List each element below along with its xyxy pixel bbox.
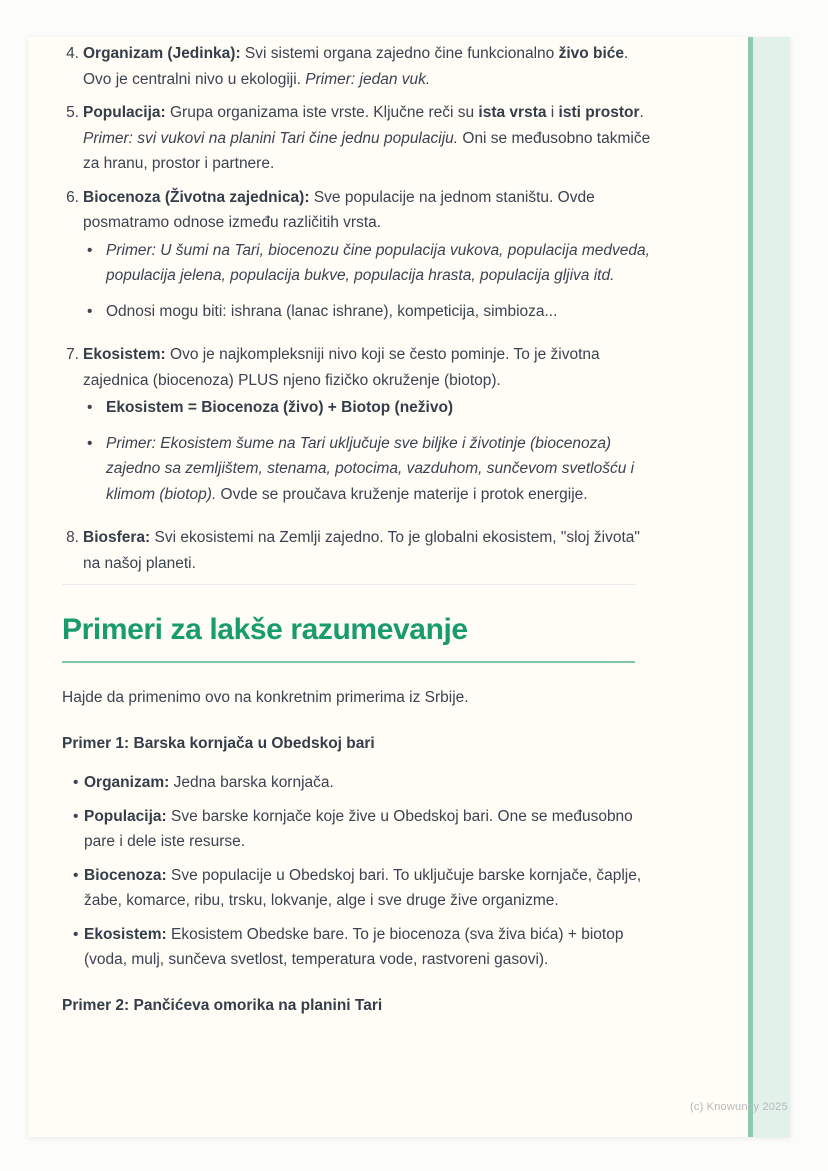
text-run: Ekosistem = Biocenoza (živo) + Biotop (neživo) [106,399,454,416]
text-run: Primer: Ekosistem šume na Tari uključuje sve biljke i životinje (biocenoza) zajedno sa zemljištem, stenama, potocima, vazduhom, sunčevom svetlošću i klimom (biotop). [106,434,635,503]
text-run: Biocenoza (Životna zajednica): [83,188,310,206]
text-run: Organizam (Jedinka): [83,45,241,62]
text-run: Sve populacije na jednom staništu. Ovde posmatramo odnose između različitih vrsta. [83,188,595,231]
bullet-icon: • [73,807,79,825]
sub-bullet-text [106,395,453,421]
example-item-text [84,863,654,914]
bullet-icon: • [87,302,93,320]
text-run: Grupa organizama iste vrste. Ključne reči su [165,104,479,121]
example-list-item [62,770,654,796]
text-run: Ovo je najkompleksniji nivo koji se često pominje. To je životna zajednica (biocenoza) PLUS njeno fizičko okruženje (biotop). [83,346,600,389]
list-number: 4. [66,45,79,62]
bullet-icon: • [87,434,93,452]
example1-heading: Primer 1: Barska kornjača u Obedskoj bari [62,734,375,752]
intro-paragraph: Hajde da primenimo ovo na konkretnim primerima iz Srbije. [62,689,469,706]
level-list-item [62,342,654,517]
text-run: Odnosi mogu biti: ishrana (lanac ishrane), kompeticija, simbioza... [106,302,558,320]
example-list-item [62,804,654,855]
text-run: Ovde se proučava kruženje materije i protok energije. [216,485,588,503]
text-run: . Ovo je centralni nivo u ekologiji. [83,45,629,88]
text-run: isti prostor [558,104,640,121]
bullet-icon: • [73,925,79,943]
level-list-item [62,100,654,177]
text-run: Svi sistemi organa zajedno čine funkcionalno [240,45,559,62]
sub-bullet-item [87,431,654,508]
bullet-icon: • [73,866,79,884]
text-run: ista vrsta [478,104,547,121]
text-run: Populacija: [83,104,166,121]
text-run: Populacija: [84,807,167,825]
text-run: Primer: jedan vuk. [305,70,431,88]
example-list-item [62,863,654,914]
text-run: Sve barske kornjače koje žive u Obedskoj bari. One se međusobno pare i dele iste resurse. [84,807,633,850]
levels-list [62,41,654,576]
sub-bullet-item [87,238,654,289]
level-item-body [83,41,654,92]
example-item-text [84,770,334,796]
sub-bullet-text [106,431,654,508]
level-list-item [62,185,654,335]
level-item-body [83,525,654,576]
page-right-accent-bar [748,37,790,1137]
sub-bullet-text [106,299,557,325]
text-run: živo biće [558,45,625,62]
page-content [62,41,654,1018]
text-run: Primer: U šumi na Tari, biocenozu čine populacija vukova, populacija medveda, populacija jelena, populacija bukve, populacija hrasta, populacija gljiva itd. [106,241,650,284]
section-divider [62,584,635,585]
sub-bullet-text [106,238,654,289]
text-run: Ekosistem Obedske bare. To je biocenoza (sva živa bića) + biotop (voda, mulj, sunčeva svetlost, temperatura vode, rastvoreni gasovi). [84,925,624,968]
bullet-icon: • [87,241,93,259]
bullet-icon: • [73,774,79,791]
text-run: Sve populacije u Obedskoj bari. To uključuje barske kornjače, čaplje, žabe, komarce, ribu, trsku, lokvanje, alge i sve druge žive organizme. [84,866,642,909]
sub-bullet-item [87,299,654,325]
text-run: . [639,104,644,121]
level-item-body [83,342,654,517]
list-number: 8. [66,529,79,546]
text-run: Primer: svi vukovi na planini Tari čine jednu populaciju. [83,129,459,147]
section-heading: Primeri za lakše razumevanje [62,611,635,663]
level-item-text [83,41,654,92]
level-list-item [62,41,654,92]
text-run: Biosfera: [83,529,151,546]
level-item-text [83,342,654,393]
level-item-body [83,100,654,177]
document-page [28,37,790,1137]
text-run: Oni se međusobno takmiče za hranu, prostor i partnere. [83,129,651,172]
text-run: Ekosistem: [83,346,166,363]
example-list-item [62,922,654,973]
example-item-text [84,922,654,973]
level-item-body [83,185,654,335]
text-run: i [546,104,559,121]
level-sub-list [83,395,654,507]
text-run: Jedna barska kornjača. [169,774,334,791]
level-list-item [62,525,654,576]
level-sub-list [83,238,654,325]
watermark: (c) Knowunity 2025 [690,1101,788,1113]
text-run: Organizam: [84,774,170,791]
bullet-icon: • [87,399,93,416]
list-number: 5. [66,104,79,121]
level-item-text [83,100,654,177]
text-run: Ekosistem: [84,925,167,943]
sub-bullet-item [87,395,654,421]
example1-list [62,770,654,973]
text-run: Biocenoza: [84,866,167,884]
level-item-text [83,185,654,236]
example2-heading: Primer 2: Pančićeva omorika na planini Tari [62,996,383,1014]
text-run: Svi ekosistemi na Zemlji zajedno. To je globalni ekosistem, "sloj života" na našoj planeti. [83,529,640,572]
level-item-text [83,525,654,576]
list-number: 6. [66,188,79,206]
list-number: 7. [66,346,79,363]
example-item-text [84,804,654,855]
